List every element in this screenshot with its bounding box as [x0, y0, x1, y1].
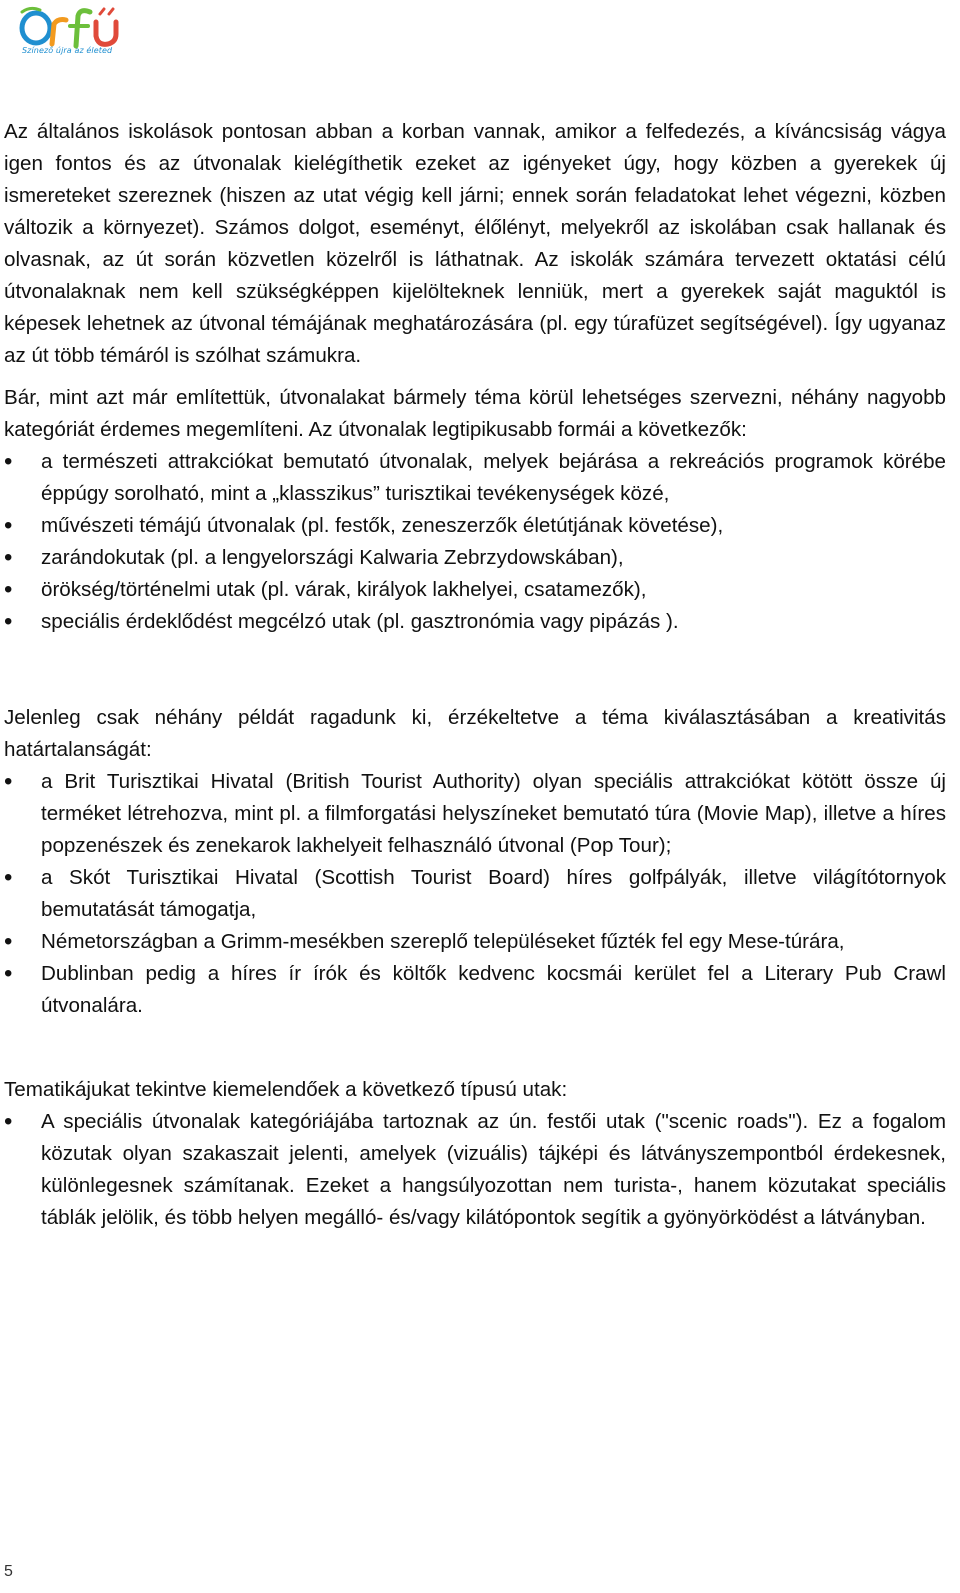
list-item: • művészeti témájú útvonalak (pl. festők, zeneszerzők életútjának követése), [4, 510, 946, 542]
list-item: • Dublinban pedig a híres ír írók és költők kedvenc kocsmái kerület fel a Literary Pub Crawl útvonalára. [4, 958, 946, 1022]
list-item: • a Brit Turisztikai Hivatal (British Tourist Authority) olyan speciális attrakciókat kötött össze új terméket létrehozva, mint pl. a filmforgatási helyszíneket bemutató túra (Movie Map), illetve a híres popzenészek és zenekarok lakhelyeit felhasználó útvonal (Pop Tour); [4, 766, 946, 862]
logo-tagline: Színező újra az életed [22, 46, 113, 55]
examples-list [4, 766, 946, 1022]
route-types-list [4, 446, 946, 638]
list-item: • A speciális útvonalak kategóriájába tartoznak az ún. festői utak ("scenic roads"). Ez a fogalom közutak olyan szakaszait jelenti, amelyek (vizuális) tájképi és látványszempontból érdekesnek, különlegesnek számítanak. Ezeket a hangsúlyozottan nem turista-, hanem közutakat speciális táblák jelölik, és több helyen megálló- és/vagy kilátópontok segítik a gyönyörködést a látványban. [4, 1106, 946, 1234]
list-item: • a Skót Turisztikai Hivatal (Scottish Tourist Board) híres golfpályák, illetve világítótornyok bemutatását támogatja, [4, 862, 946, 926]
list-item: • speciális érdeklődést megcélzó utak (pl. gasztronómia vagy pipázás ). [4, 606, 946, 638]
list-item: • a természeti attrakciókat bemutató útvonalak, melyek bejárása a rekreációs programok körébe éppúgy sorolható, mint a „klasszikus” turisztikai tevékenységek közé, [4, 446, 946, 510]
paragraph-categories: Bár, mint azt már említettük, útvonalakat bármely téma körül lehetséges szervezni, néhány nagyobb kategóriát érdemes megemlíteni. Az útvonalak legtipikusabb formái a következők: [4, 386, 946, 441]
page-number: 5 [4, 1563, 13, 1580]
thematic-list [4, 1106, 946, 1234]
document-body [4, 116, 946, 1234]
list-item: • Németországban a Grimm-mesékben szereplő településeket fűzték fel egy Mese-túrára, [4, 926, 946, 958]
list-item: • örökség/történelmi utak (pl. várak, királyok lakhelyei, csatamezők), [4, 574, 946, 606]
paragraph-thematic: Tematikájukat tekintve kiemelendőek a következő típusú utak: [4, 1078, 568, 1101]
list-item: • zarándokutak (pl. a lengyelországi Kalwaria Zebrzydowskában), [4, 542, 946, 574]
paragraph-intro: Az általános iskolások pontosan abban a korban vannak, amikor a felfedezés, a kíváncsiság vágya igen fontos és az útvonalak kielégíthetik ezeket az igényeket úgy, hogy közben a gyerekek új ismereteket szereznek (hiszen az utat végig kell járni; ennek során feladatokat lehet végezni, közben változik a környezet). Számos dolgot, eseményt, élőlényt, melyekről az iskolában csak hallanak és olvasnak, az út során közvetlen közelről is láthatnak. Az iskolák számára tervezett oktatási célú útvonalaknak nem kell szükségképpen kijelölteknek lenniük, mert a gyerekek saját maguktól is képesek lehetnek az útvonal témájának meghatározására (pl. egy túrafüzet segítségével). Így ugyanaz az út több témáról is szólhat számukra. [4, 120, 946, 367]
paragraph-examples: Jelenleg csak néhány példát ragadunk ki, érzékeltetve a téma kiválasztásában a kreativitás határtalanságát: [4, 706, 946, 761]
